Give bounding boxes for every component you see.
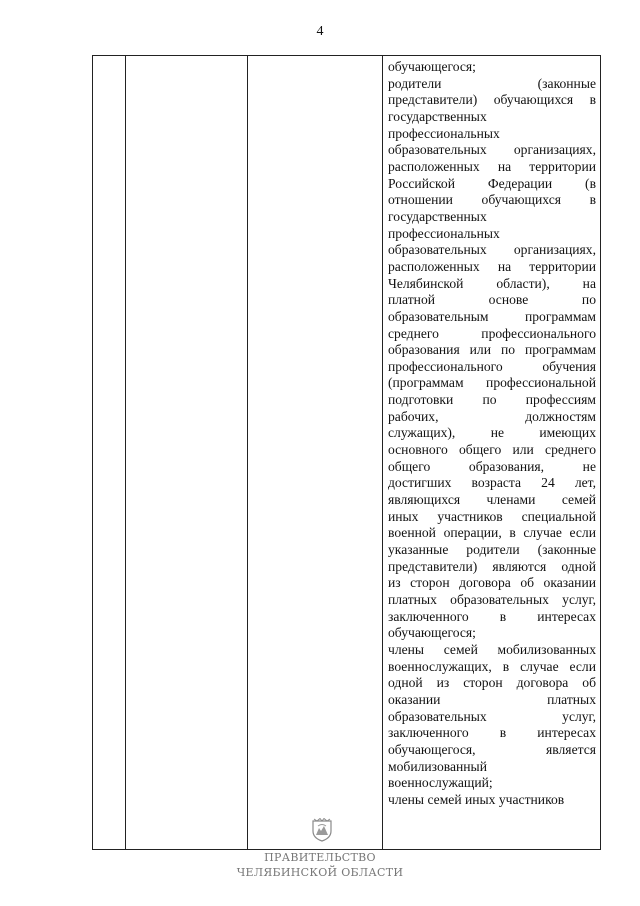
chelyabinsk-coat-of-arms-icon — [311, 818, 333, 842]
text-line: члены семей мобилизованных — [388, 641, 596, 657]
recipients-text — [383, 56, 600, 809]
text-line: из сторон договора об оказании — [388, 575, 596, 591]
text-line: расположенных на территории — [388, 158, 596, 174]
text-line: родители (законные — [388, 75, 596, 91]
document-table — [92, 55, 601, 850]
text-line: представители) обучающихся в — [388, 92, 596, 108]
text-line: заключенного в интересах — [388, 725, 596, 741]
text-line: общего образования, не — [388, 458, 596, 474]
stamp-line-region: ЧЕЛЯБИНСКОЙ ОБЛАСТИ — [236, 866, 404, 879]
text-line: Российской Федерации (в — [388, 175, 596, 191]
table-cell-third — [248, 56, 383, 850]
text-line: являющихся членами семей — [388, 492, 596, 508]
text-line: платных образовательных услуг, — [388, 592, 596, 607]
text-line: обучающегося; — [388, 625, 476, 641]
text-line: государственных — [388, 208, 487, 224]
text-line: одной из сторон договора об — [388, 675, 596, 691]
text-line: военнослужащий; — [388, 775, 493, 791]
text-line: служащих), не имеющих — [388, 425, 596, 441]
text-line: образовательных организациях, — [388, 242, 596, 258]
text-line: отношении обучающихся в — [388, 192, 596, 208]
text-line: указанные родители (законные — [388, 542, 596, 558]
table-cell-recipients — [383, 56, 601, 850]
text-line: профессиональных — [388, 125, 500, 141]
text-line: рабочих, должностям — [388, 408, 596, 424]
text-line: мобилизованный — [388, 758, 487, 774]
text-line: представители) являются одной — [388, 558, 596, 574]
text-line: подготовки по профессиям — [388, 392, 596, 408]
text-line: образовательных услуг, — [388, 708, 596, 724]
text-line: расположенных на территории — [388, 258, 596, 274]
text-line: образовательных организациях, — [388, 142, 596, 158]
text-line: военной операции, в случае если — [388, 525, 596, 541]
text-line: Челябинской области), на — [388, 275, 596, 291]
text-line: оказании платных — [388, 691, 596, 707]
text-line: иных участников специальной — [388, 508, 596, 524]
text-line: обучающегося; — [388, 59, 476, 74]
stamp-line-government: ПРАВИТЕЛЬСТВО — [264, 851, 376, 864]
text-line: государственных — [388, 108, 487, 124]
page-number: 4 — [316, 24, 324, 39]
text-line: обучающегося, является — [388, 741, 596, 757]
text-line: члены семей иных участников — [388, 791, 565, 807]
text-line: платной основе по — [388, 292, 596, 308]
table-cell-number — [93, 56, 126, 850]
text-line: достигших возраста 24 лет, — [388, 475, 596, 491]
table-row — [93, 56, 601, 850]
text-line: профессиональных — [388, 225, 500, 241]
text-line: военнослужащих, в случае если — [388, 658, 596, 674]
text-line: основного общего или среднего — [388, 442, 596, 458]
text-line: образовательным программам — [388, 308, 596, 324]
text-line: профессионального обучения — [388, 358, 596, 374]
government-stamp — [0, 818, 640, 906]
text-line: заключенного в интересах — [388, 608, 596, 624]
text-line: образования или по программам — [388, 342, 596, 358]
table-cell-second — [126, 56, 248, 850]
text-line: (программам профессиональной — [388, 375, 596, 391]
text-line: среднего профессионального — [388, 325, 596, 341]
